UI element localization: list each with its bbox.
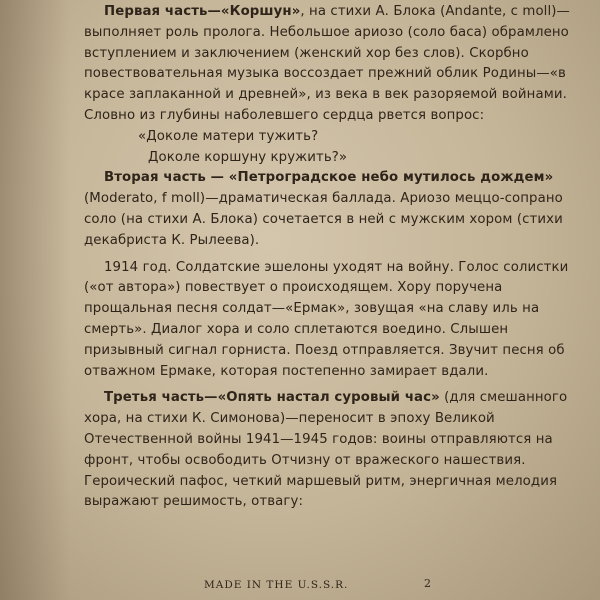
document-body	[84, 2, 574, 513]
page-number: 2	[424, 577, 431, 590]
part-one-text: , на стихи А. Блока (Andante, c moll)—выполняет роль пролога. Небольшое ариозо (соло баса) обрамлено вступлением и заключением (женский хор без слов). Скорбно повествовательная музыка воссоздает прежний облик Родины—«в красе заплаканной и древней», из века в век разоряемой войнами. Словно из глубины наболевшего сердца рвется вопрос:	[84, 4, 570, 123]
paragraph-part-two	[84, 168, 574, 251]
paragraph-part-one	[84, 2, 574, 127]
part-two-title: Вторая часть — «Петроградское небо мутилось дождем»	[104, 170, 554, 186]
part-three-title: Третья часть—«Опять настал суровый час»	[104, 390, 440, 406]
part-two-text: (Moderato, f moll)—драматическая баллада. Ариозо меццо-сопрано соло (на стихи А. Блока) сочетается в ней с мужским хором (стихи декабриста К. Рылеева).	[84, 191, 563, 248]
verse-line-2: Доколе коршуну кружить?»	[148, 149, 348, 165]
made-in-label: MADE IN THE U.S.S.R.	[204, 579, 349, 591]
paragraph-part-three	[84, 388, 574, 513]
paragraph-1914: 1914 год. Солдатские эшелоны уходят на войну. Голос солистки («от автора») повествует о происходящем. Хору поручена прощальная песня солдат—«Ермак», зовущая «на славу иль на смерть». Диалог хора и соло сплетаются воедино. Слышен призывный сигнал горниста. Поезд отправляется. Звучит песня об отважном Ермаке, которая постепенно замирает вдали.	[84, 259, 569, 379]
part-one-title: Первая часть—«Коршун»	[104, 4, 301, 19]
part-three-text: (для смешанного хора, на стихи К. Симонова)—переносит в эпоху Великой Отечественной войны 1941—1945 годов: воины отправляются на фронт, чтобы освободить Отчизну от вражеского нашествия. Героический пафос, четкий маршевый ритм, энергичная мелодия выражают решимость, отвагу:	[84, 390, 568, 510]
page-shadow	[0, 0, 70, 600]
verse-line-1: «Доколе матери тужить?	[138, 128, 319, 144]
